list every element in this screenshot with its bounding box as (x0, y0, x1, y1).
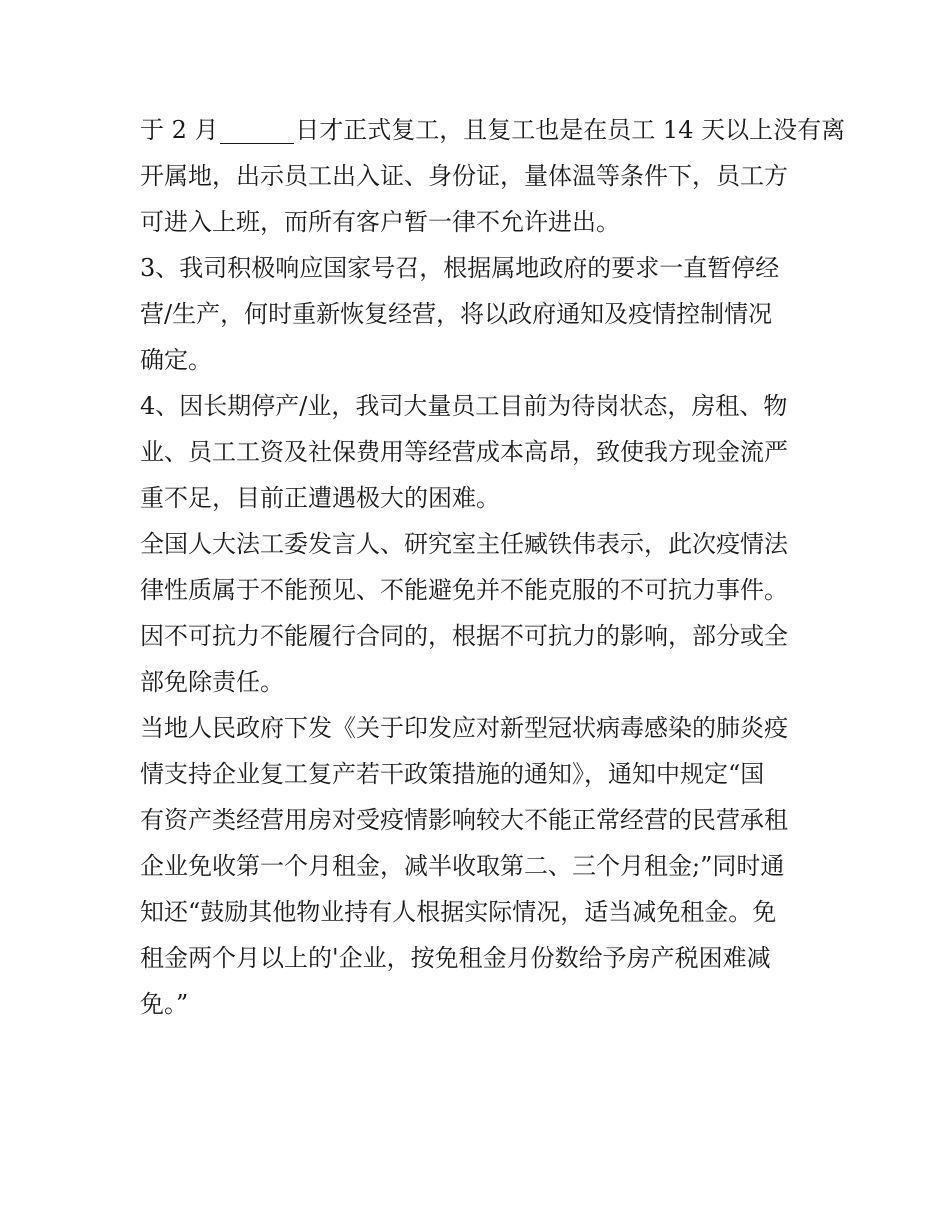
text-segment: 日才正式复工，且复工也是在员工 14 天以上没有离 (295, 116, 846, 144)
fill-in-blank (220, 117, 294, 144)
paragraph-force-majeure (140, 521, 820, 705)
text-line: 情支持企业复工复产若干政策措施的通知》，通知中规定“国 (140, 760, 765, 788)
paragraph-return-to-work (140, 107, 846, 245)
document-body (140, 107, 846, 1027)
text-line: 重不足，目前正遭遇极大的困难。 (140, 484, 500, 512)
paragraph-government-policy (140, 705, 820, 1027)
text-line: 有资产类经营用房对受疫情影响较大不能正常经营的民营承租 (140, 806, 788, 834)
text-line: 律性质属于不能预见、不能避免并不能克服的不可抗力事件。 (140, 576, 788, 604)
text-line: 4、因长期停产/业，我司大量员工目前为待岗状态，房租、物 (140, 392, 788, 420)
text-line: 3、我司积极响应国家号召，根据属地政府的要求一直暂停经 (140, 254, 780, 282)
text-line: 全国人大法工委发言人、研究室主任臧铁伟表示，此次疫情法 (140, 530, 788, 558)
text-line: 知还“鼓励其他物业持有人根据实际情况，适当减免租金。免 (140, 898, 777, 926)
text-line: 当地人民政府下发《关于印发应对新型冠状病毒感染的肺炎疫 (140, 714, 788, 742)
text-line: 租金两个月以上的'企业，按免租金月份数给予房产税困难减 (140, 944, 771, 972)
paragraph-item-4 (140, 383, 820, 521)
text-line: 开属地，出示员工出入证、身份证，量体温等条件下，员工方 (140, 162, 788, 190)
text-line (140, 107, 846, 153)
text-segment: 于 2 月 (140, 116, 219, 144)
text-line: 免。” (140, 990, 189, 1018)
text-line: 部免除责任。 (140, 668, 284, 696)
text-line: 营/生产，何时重新恢复经营，将以政府通知及疫情控制情况 (140, 300, 773, 328)
text-line: 企业免收第一个月租金，减半收取第二、三个月租金;”同时通 (140, 852, 785, 880)
text-line: 因不可抗力不能履行合同的，根据不可抗力的影响，部分或全 (140, 622, 788, 650)
paragraph-item-3 (140, 245, 820, 383)
text-line: 确定。 (140, 346, 212, 374)
text-line: 业、员工工资及社保费用等经营成本高昂，致使我方现金流严 (140, 438, 788, 466)
text-line: 可进入上班，而所有客户暂一律不允许进出。 (140, 208, 620, 236)
